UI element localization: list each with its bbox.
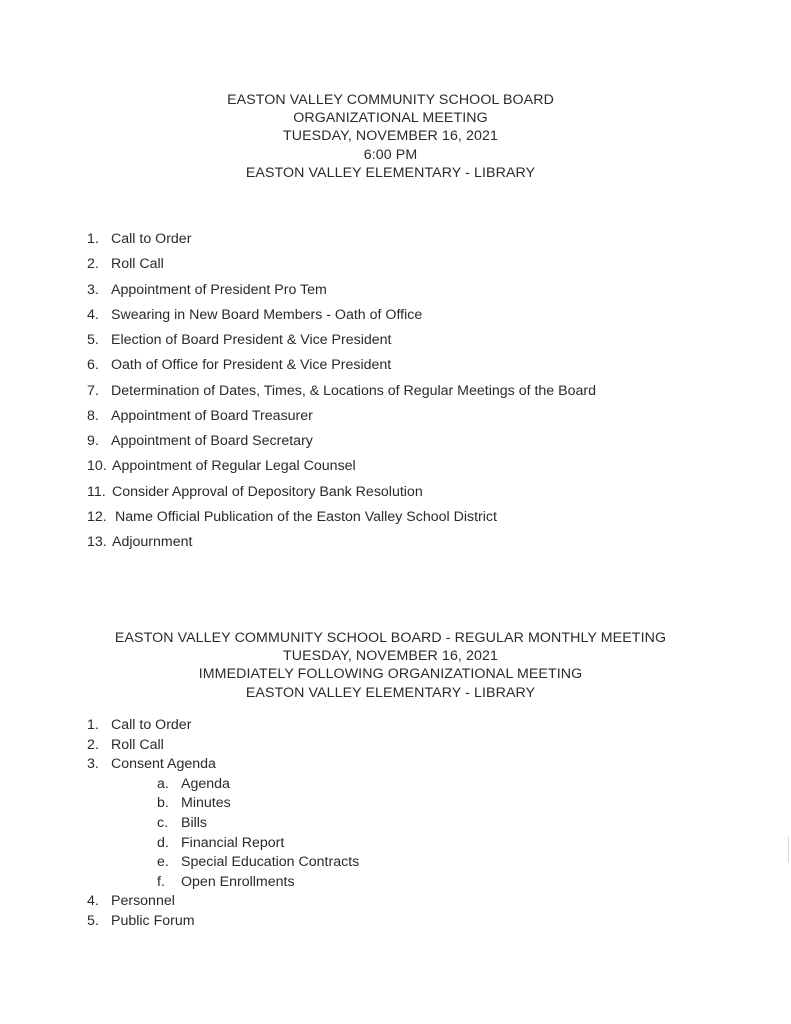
item-number: 2. (87, 736, 99, 753)
agenda-item (87, 736, 359, 756)
item-number: 4. (87, 306, 99, 323)
item-number: 7. (87, 382, 99, 399)
item-text: Consent Agenda (111, 756, 216, 773)
subitem-text: Financial Report (181, 834, 285, 851)
header-line: EASTON VALLEY ELEMENTARY - LIBRARY (245, 164, 536, 181)
item-number: 11. (87, 483, 106, 500)
organizational-meeting-header (0, 91, 786, 182)
item-text: Consider Approval of Depository Bank Resolution (112, 483, 423, 500)
subitem-letter: f. (157, 873, 165, 890)
item-text: Name Official Publication of the Easton Valley School District (115, 508, 497, 525)
item-number: 12. (87, 508, 107, 525)
item-text: Appointment of Regular Legal Counsel (112, 458, 356, 475)
agenda-item (87, 457, 596, 482)
header-line: EASTON VALLEY ELEMENTARY - LIBRARY (245, 684, 536, 701)
item-number: 4. (87, 893, 99, 910)
agenda-item (87, 407, 596, 432)
item-text: Call to Order (111, 231, 192, 247)
subitem-text: Minutes (181, 795, 231, 812)
item-text: Oath of Office for President & Vice President (111, 357, 392, 374)
agenda-item (87, 892, 359, 912)
item-number: 3. (87, 281, 99, 298)
item-number: 8. (87, 407, 99, 424)
subitem-text: Agenda (181, 775, 230, 792)
header-line: ORGANIZATIONAL MEETING (293, 110, 488, 127)
header-line: TUESDAY, NOVEMBER 16, 2021 (283, 648, 498, 665)
agenda-item (87, 230, 596, 255)
agenda-item (87, 331, 596, 356)
item-text: Appointment of President Pro Tem (111, 281, 327, 298)
header-line: EASTON VALLEY COMMUNITY SCHOOL BOARD - REGULAR MONTHLY MEETING (114, 630, 667, 646)
consent-subitem (87, 775, 359, 795)
header-line: TUESDAY, NOVEMBER 16, 2021 (283, 128, 498, 145)
consent-subitem (87, 794, 359, 814)
agenda-item (87, 356, 596, 381)
header-line: 6:00 PM (363, 146, 418, 163)
item-text: Election of Board President & Vice President (111, 332, 392, 348)
item-text: Public Forum (111, 912, 195, 929)
agenda-item (87, 508, 596, 533)
item-text: Roll Call (111, 736, 164, 753)
item-number: 13. (87, 534, 107, 550)
agenda-item (87, 255, 596, 280)
header-line: IMMEDIATELY FOLLOWING ORGANIZATIONAL MEETING (198, 666, 583, 683)
agenda-item (87, 382, 596, 407)
subitem-letter: d. (157, 834, 169, 851)
consent-subitem (87, 873, 359, 893)
item-text: Personnel (111, 893, 175, 910)
regular-meeting-header (0, 629, 786, 702)
subitem-text: Open Enrollments (181, 873, 295, 890)
agenda-item (87, 281, 596, 306)
scan-artifact (788, 836, 789, 862)
subitem-letter: b. (157, 795, 169, 812)
agenda-item (87, 533, 596, 558)
agenda-item (87, 755, 359, 775)
item-text: Determination of Dates, Times, & Locations of Regular Meetings of the Board (111, 382, 596, 399)
item-text: Call to Order (111, 717, 192, 733)
agenda-item (87, 432, 596, 457)
consent-subitem (87, 853, 359, 873)
subitem-letter: a. (157, 775, 169, 792)
item-number: 1. (87, 231, 99, 247)
agenda-item (87, 483, 596, 508)
subitem-letter: e. (157, 854, 169, 871)
item-number: 10. (87, 458, 107, 475)
agenda-item (87, 716, 359, 736)
item-number: 9. (87, 433, 99, 449)
consent-subitem (87, 834, 359, 854)
subitem-letter: c. (157, 814, 169, 831)
item-number: 5. (87, 332, 99, 348)
item-text: Roll Call (111, 256, 164, 273)
subitem-text: Bills (181, 814, 208, 831)
item-number: 5. (87, 912, 99, 929)
consent-subitem (87, 814, 359, 834)
item-text: Adjournment (112, 534, 193, 550)
organizational-agenda-list (87, 230, 596, 558)
item-text: Appointment of Board Treasurer (111, 407, 313, 424)
item-text: Swearing in New Board Members - Oath of Office (111, 306, 423, 323)
header-line: EASTON VALLEY COMMUNITY SCHOOL BOARD (227, 92, 554, 108)
item-number: 6. (87, 357, 99, 374)
regular-agenda-list (87, 716, 359, 932)
agenda-item (87, 306, 596, 331)
item-number: 1. (87, 717, 99, 733)
item-number: 3. (87, 756, 99, 773)
item-text: Appointment of Board Secretary (111, 433, 313, 449)
item-number: 2. (87, 256, 99, 273)
agenda-item (87, 912, 359, 932)
subitem-text: Special Education Contracts (181, 854, 360, 871)
